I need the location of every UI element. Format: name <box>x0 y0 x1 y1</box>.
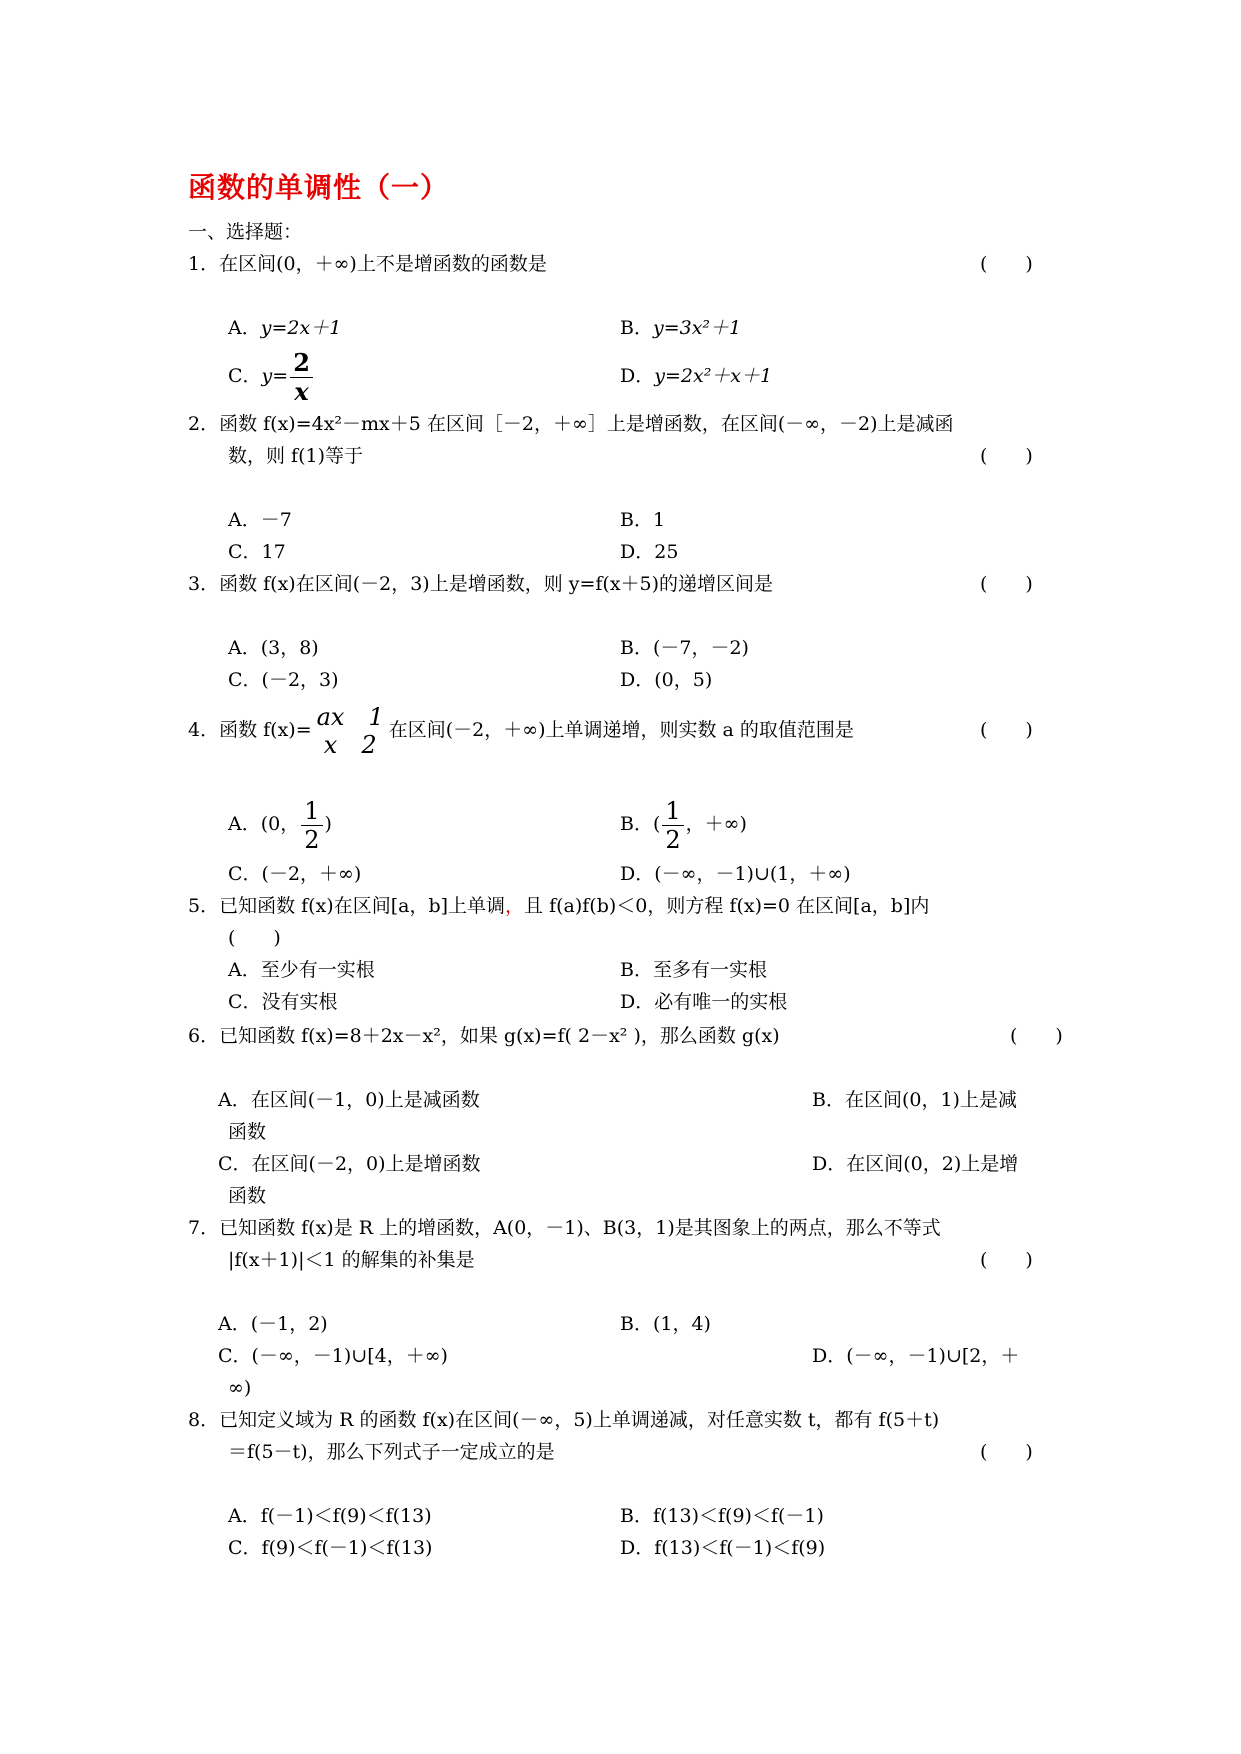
fraction-denominator: x 2 <box>323 731 377 759</box>
answer-paren: ( ) <box>980 253 1033 275</box>
answer-paren: ( ) <box>980 719 1033 741</box>
stem-text: 且 f(a)f(b)＜0，则方程 f(x)=0 在区间[a，b]内 <box>524 895 930 917</box>
option-expr: y=2x²＋x＋1 <box>654 365 773 387</box>
stem-text: 在区间(－2，＋∞)上单调递增，则实数 a 的取值范围是 <box>388 719 854 741</box>
q5-option-b: B．至多有一实根 <box>620 959 767 981</box>
question-5-stem <box>188 894 929 918</box>
section-heading: 一、选择题： <box>188 221 303 243</box>
option-text: B．( <box>620 813 661 835</box>
q7-option-b: B．(1，4) <box>620 1313 711 1335</box>
question-8-stem-line2: ＝f(5－t)，那么下列式子一定成立的是 <box>228 1441 555 1463</box>
q3-option-b: B．(－7，－2) <box>620 637 749 659</box>
q1-option-d <box>620 364 772 388</box>
answer-paren: ( ) <box>980 1249 1033 1271</box>
question-8-stem-line1: 8．已知定义域为 R 的函数 f(x)在区间(－∞，5)上单调递减，对任意实数 t，都有 f(5＋t) <box>188 1409 940 1431</box>
fraction-numerator: 2 <box>290 349 313 378</box>
q4-option-c: C．(－2，＋∞) <box>228 863 362 885</box>
stem-text: 4．函数 f(x)= <box>188 719 312 741</box>
q3-option-a: A．(3，8) <box>228 637 319 659</box>
q3-option-c: C．(－2，3) <box>228 669 339 691</box>
fraction-denominator: 2 <box>304 825 320 854</box>
fraction <box>290 349 313 406</box>
page-title: 函数的单调性（一） <box>188 171 450 204</box>
q4-option-a <box>228 794 332 854</box>
answer-paren: ( ) <box>980 1441 1033 1463</box>
fraction <box>301 797 322 854</box>
q2-option-d: D．25 <box>620 541 679 563</box>
q7-option-a: A．(－1，2) <box>218 1313 328 1335</box>
fraction-denominator: 2 <box>665 825 681 854</box>
q7-option-c: C．(－∞，－1)∪[4，＋∞) <box>218 1345 448 1367</box>
q8-option-a: A．f(－1)＜f(9)＜f(13) <box>228 1505 432 1527</box>
question-7-stem-line1: 7．已知函数 f(x)是 R 上的增函数，A(0，－1)、B(3，1)是其图象上的两点，那么不等式 <box>188 1217 941 1239</box>
question-7-stem-line2: |f(x＋1)|＜1 的解集的补集是 <box>228 1249 475 1271</box>
answer-paren: ( ) <box>980 573 1033 595</box>
question-6-stem: 6．已知函数 f(x)=8＋2x－x²，如果 g(x)=f( 2－x² )，那么函数 g(x) <box>188 1025 780 1047</box>
question-1-stem: 1．在区间(0，＋∞)上不是增函数的函数是 <box>188 253 547 275</box>
question-2-stem-line1: 2．函数 f(x)=4x²－mx＋5 在区间［－2，＋∞］上是增函数，在区间(－∞，－2)上是减函 <box>188 413 954 435</box>
option-label: B． <box>620 317 653 339</box>
q6-option-d-line1: D．在区间(0，2)上是增 <box>812 1153 1019 1175</box>
q6-option-a-line2: 函数 <box>228 1121 267 1143</box>
q4-option-d: D．(－∞，－1)∪(1，＋∞) <box>620 863 851 885</box>
q1-option-b <box>620 316 741 340</box>
q7-option-d-line2: ∞) <box>228 1377 252 1399</box>
fraction-numerator: 1 <box>662 797 683 826</box>
q8-option-d: D．f(13)＜f(－1)＜f(9) <box>620 1537 826 1559</box>
q5-option-c: C．没有实根 <box>228 991 338 1013</box>
fraction-denominator: x <box>294 376 309 406</box>
answer-paren: ( ) <box>980 445 1033 467</box>
question-2-stem-line2: 数，则 f(1)等于 <box>228 445 363 467</box>
q6-option-c-line2: 函数 <box>228 1185 267 1207</box>
option-label: A． <box>228 317 261 339</box>
stem-text: ， <box>505 895 525 917</box>
answer-paren: ( ) <box>228 927 281 949</box>
q6-option-a-line1: A．在区间(－1，0)上是减函数 <box>218 1089 480 1111</box>
q5-option-d: D．必有唯一的实根 <box>620 991 788 1013</box>
question-3-stem: 3．函数 f(x)在区间(－2，3)上是增函数，则 y=f(x＋5)的递增区间是 <box>188 573 774 595</box>
q4-option-b <box>620 794 747 854</box>
q6-option-b-line1: B．在区间(0，1)上是减 <box>812 1089 1017 1111</box>
q6-option-c-line1: C．在区间(－2，0)上是增函数 <box>218 1153 481 1175</box>
q1-option-c <box>228 346 315 406</box>
q8-option-b: B．f(13)＜f(9)＜f(－1) <box>620 1505 824 1527</box>
option-text: ，＋∞) <box>685 813 747 835</box>
q2-option-c: C．17 <box>228 541 286 563</box>
fraction <box>662 797 683 854</box>
option-expr: y=3x²＋1 <box>652 317 742 339</box>
fraction-numerator: ax 1 <box>316 703 384 731</box>
q2-option-a: A．－7 <box>228 509 292 531</box>
fraction <box>314 703 387 759</box>
q7-option-d-line1: D．(－∞，－1)∪[2，＋ <box>812 1345 1020 1367</box>
q8-option-c: C．f(9)＜f(－1)＜f(13) <box>228 1537 433 1559</box>
option-expr: y= <box>261 365 289 387</box>
q3-option-d: D．(0，5) <box>620 669 713 691</box>
q2-option-b: B．1 <box>620 509 666 531</box>
option-label: C． <box>228 365 262 387</box>
q5-option-a: A．至少有一实根 <box>228 959 375 981</box>
answer-paren: ( ) <box>1010 1025 1063 1047</box>
question-4-stem <box>188 696 854 764</box>
option-expr: y=2x＋1 <box>260 317 342 339</box>
option-label: D． <box>620 365 655 387</box>
option-text: A．(0， <box>228 813 300 835</box>
fraction-numerator: 1 <box>301 797 322 826</box>
stem-text: 5．已知函数 f(x)在区间[a，b]上单调 <box>188 895 506 917</box>
option-text: ) <box>324 813 332 835</box>
q1-option-a <box>228 316 341 340</box>
